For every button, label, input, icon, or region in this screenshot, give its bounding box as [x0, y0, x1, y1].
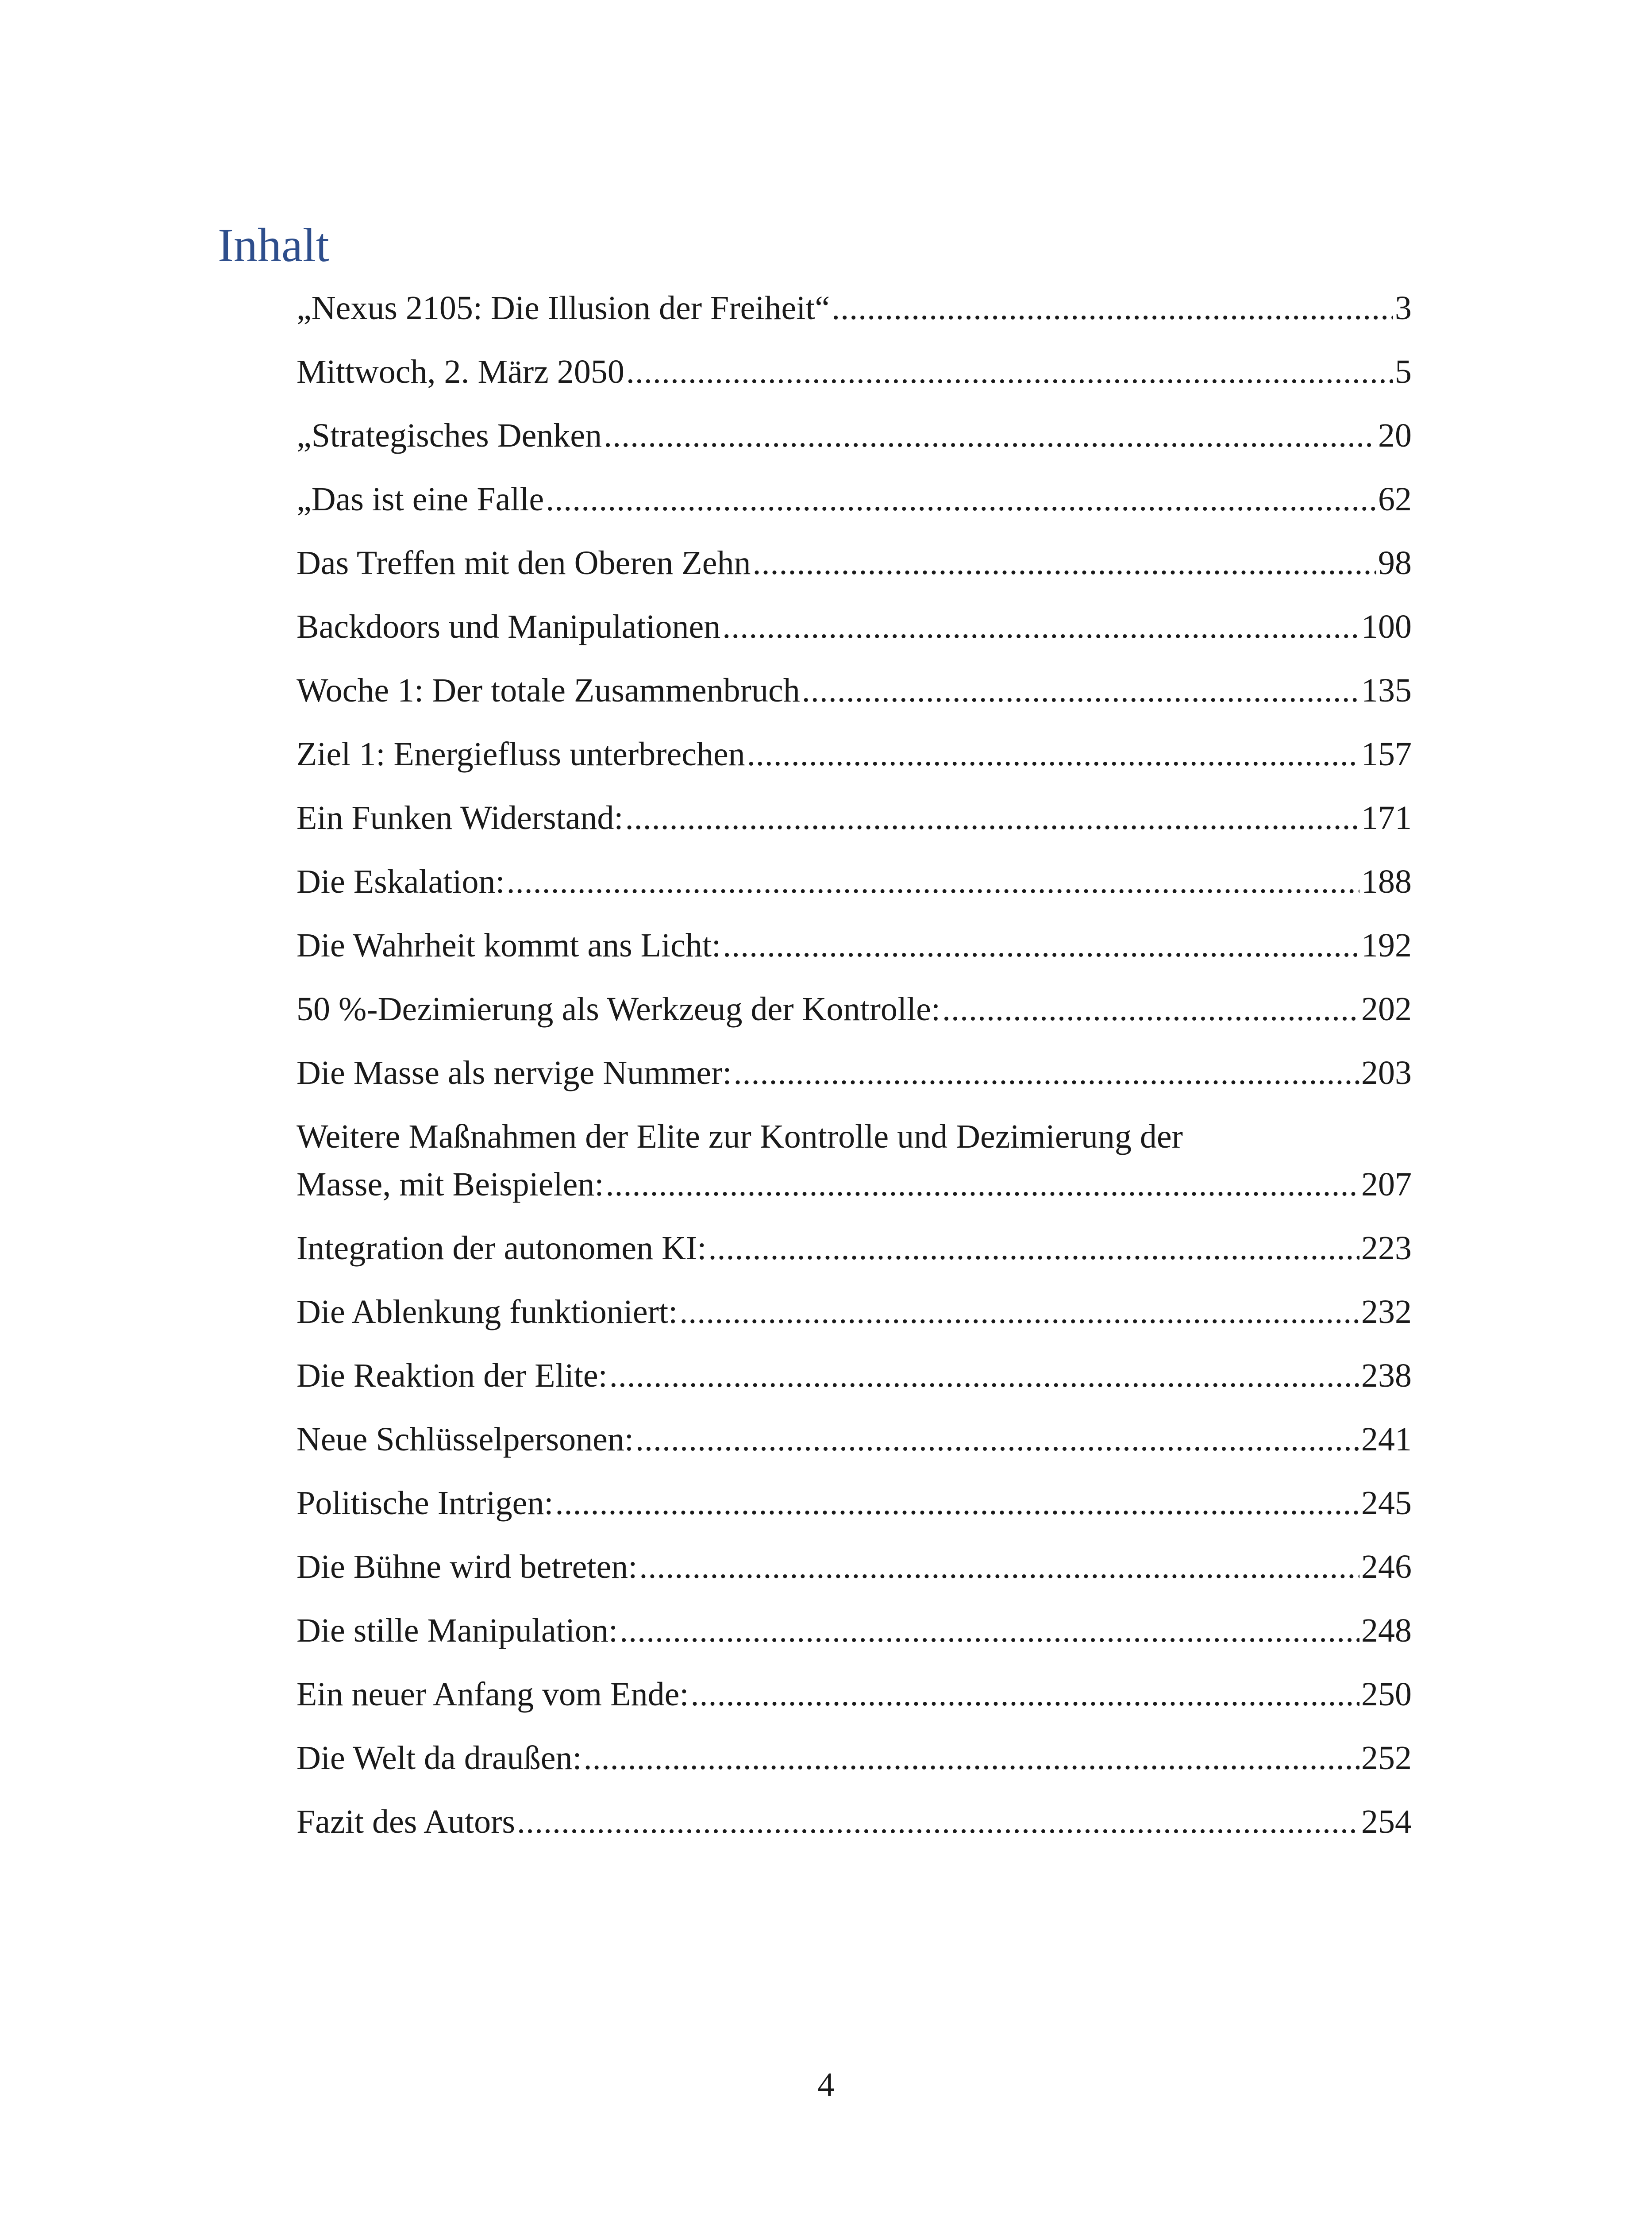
toc-entry[interactable] — [297, 794, 1412, 842]
toc-entry-title: Politische Intrigen: — [297, 1484, 554, 1522]
table-of-contents — [297, 284, 1412, 1862]
toc-entry[interactable] — [297, 1415, 1412, 1463]
toc-entry[interactable] — [297, 1543, 1412, 1591]
page-number: 4 — [817, 2066, 835, 2103]
dot-leader — [747, 730, 1359, 778]
dot-leader — [802, 667, 1359, 714]
toc-entry-title: Das Treffen mit den Oberen Zehn — [297, 544, 751, 582]
dot-leader — [832, 284, 1393, 332]
toc-entry-title: Mittwoch, 2. März 2050 — [297, 353, 624, 390]
toc-entry-page: 254 — [1361, 1803, 1412, 1840]
toc-entry-title: Die Wahrheit kommt ans Licht: — [297, 927, 721, 964]
toc-entry-page: 223 — [1361, 1230, 1412, 1267]
toc-entry-page: 202 — [1361, 991, 1412, 1028]
dot-leader — [555, 1479, 1359, 1527]
toc-entry[interactable] — [297, 1049, 1412, 1097]
dot-leader — [625, 794, 1359, 842]
toc-entry-title: Die Welt da draußen: — [297, 1739, 582, 1777]
toc-entry[interactable] — [297, 1670, 1412, 1718]
toc-entry-title: Fazit des Autors — [297, 1803, 515, 1840]
toc-entry-page: 3 — [1395, 289, 1412, 327]
dot-leader — [635, 1415, 1359, 1463]
toc-entry[interactable] — [297, 475, 1412, 523]
toc-entry-title: Integration der autonomen KI: — [297, 1230, 707, 1267]
toc-entry-title-line-1: Weitere Maßnahmen der Elite zur Kontrolle und Dezimierung der — [297, 1118, 1183, 1155]
toc-entry-title: Die Masse als nervige Nummer: — [297, 1054, 732, 1091]
dot-leader — [584, 1734, 1359, 1782]
toc-entry[interactable] — [297, 412, 1412, 459]
dot-leader — [723, 921, 1359, 969]
dot-leader — [734, 1049, 1359, 1097]
toc-entry-title: Die Reaktion der Elite: — [297, 1357, 608, 1394]
toc-entry-page: 20 — [1378, 417, 1412, 454]
dot-leader — [604, 412, 1376, 459]
toc-entry-title: Ein neuer Anfang vom Ende: — [297, 1676, 689, 1713]
toc-entry[interactable] — [297, 284, 1412, 332]
toc-entry-page: 250 — [1361, 1676, 1412, 1713]
toc-entry[interactable] — [297, 1734, 1412, 1782]
toc-entry-page: 252 — [1361, 1739, 1412, 1777]
toc-entry-page: 238 — [1361, 1357, 1412, 1394]
toc-entry[interactable] — [297, 985, 1412, 1033]
dot-leader — [609, 1352, 1359, 1400]
toc-entry[interactable] — [297, 539, 1412, 587]
toc-entry-page: 203 — [1361, 1054, 1412, 1091]
toc-entry-title-line-2: Masse, mit Beispielen: — [297, 1166, 604, 1203]
toc-entry-page: 207 — [1361, 1166, 1412, 1203]
toc-entry-title: Neue Schlüsselpersonen: — [297, 1421, 634, 1458]
toc-entry[interactable] — [297, 1288, 1412, 1336]
dot-leader — [546, 475, 1376, 523]
toc-entry-page: 232 — [1361, 1293, 1412, 1330]
toc-entry-page: 248 — [1361, 1612, 1412, 1649]
dot-leader — [942, 985, 1359, 1033]
dot-leader — [708, 1224, 1359, 1272]
toc-entry-page: 5 — [1395, 353, 1412, 390]
toc-entry-title: Woche 1: Der totale Zusammenbruch — [297, 672, 800, 709]
dot-leader — [722, 603, 1359, 651]
toc-entry-title: Die stille Manipulation: — [297, 1612, 618, 1649]
toc-entry-page: 246 — [1361, 1548, 1412, 1585]
toc-entry-title: Die Bühne wird betreten: — [297, 1548, 638, 1585]
toc-entry[interactable] — [297, 348, 1412, 396]
toc-entry[interactable] — [297, 858, 1412, 906]
toc-entry[interactable] — [297, 1607, 1412, 1654]
toc-entry-title: „Strategisches Denken — [297, 417, 602, 454]
dot-leader — [620, 1607, 1359, 1654]
dot-leader — [639, 1543, 1359, 1591]
toc-entry-page: 157 — [1361, 736, 1412, 773]
toc-entry-page: 135 — [1361, 672, 1412, 709]
toc-entry-page: 192 — [1361, 927, 1412, 964]
toc-entry[interactable] — [297, 1224, 1412, 1272]
toc-entry[interactable] — [297, 1798, 1412, 1846]
toc-entry-page: 98 — [1378, 544, 1412, 582]
dot-leader — [605, 1160, 1359, 1208]
toc-entry-title: Ziel 1: Energiefluss unterbrechen — [297, 736, 745, 773]
dot-leader — [507, 858, 1359, 906]
toc-entry-page: 171 — [1361, 799, 1412, 837]
toc-heading: Inhalt — [218, 219, 329, 272]
dot-leader — [517, 1798, 1359, 1846]
dot-leader — [679, 1288, 1359, 1336]
toc-entry-page: 62 — [1378, 481, 1412, 518]
dot-leader — [626, 348, 1393, 396]
toc-entry-title: Backdoors und Manipulationen — [297, 608, 721, 645]
toc-entry[interactable] — [297, 1352, 1412, 1400]
toc-entry-title: Ein Funken Widerstand: — [297, 799, 624, 837]
toc-entry-page: 100 — [1361, 608, 1412, 645]
toc-entry[interactable] — [297, 730, 1412, 778]
toc-entry-title: „Nexus 2105: Die Illusion der Freiheit“ — [297, 289, 830, 327]
toc-entry-page: 245 — [1361, 1484, 1412, 1522]
toc-entry-second-line — [297, 1160, 1412, 1208]
dot-leader — [690, 1670, 1359, 1718]
toc-entry[interactable] — [297, 1113, 1412, 1208]
dot-leader — [752, 539, 1376, 587]
toc-entry-page: 241 — [1361, 1421, 1412, 1458]
toc-entry-title: 50 %-Dezimierung als Werkzeug der Kontrolle: — [297, 991, 940, 1028]
toc-entry[interactable] — [297, 667, 1412, 714]
toc-entry-page: 188 — [1361, 863, 1412, 900]
toc-entry-title: „Das ist eine Falle — [297, 481, 544, 518]
toc-entry-title: Die Eskalation: — [297, 863, 505, 900]
toc-entry[interactable] — [297, 603, 1412, 651]
toc-entry[interactable] — [297, 921, 1412, 969]
toc-entry[interactable] — [297, 1479, 1412, 1527]
toc-entry-title: Die Ablenkung funktioniert: — [297, 1293, 678, 1330]
